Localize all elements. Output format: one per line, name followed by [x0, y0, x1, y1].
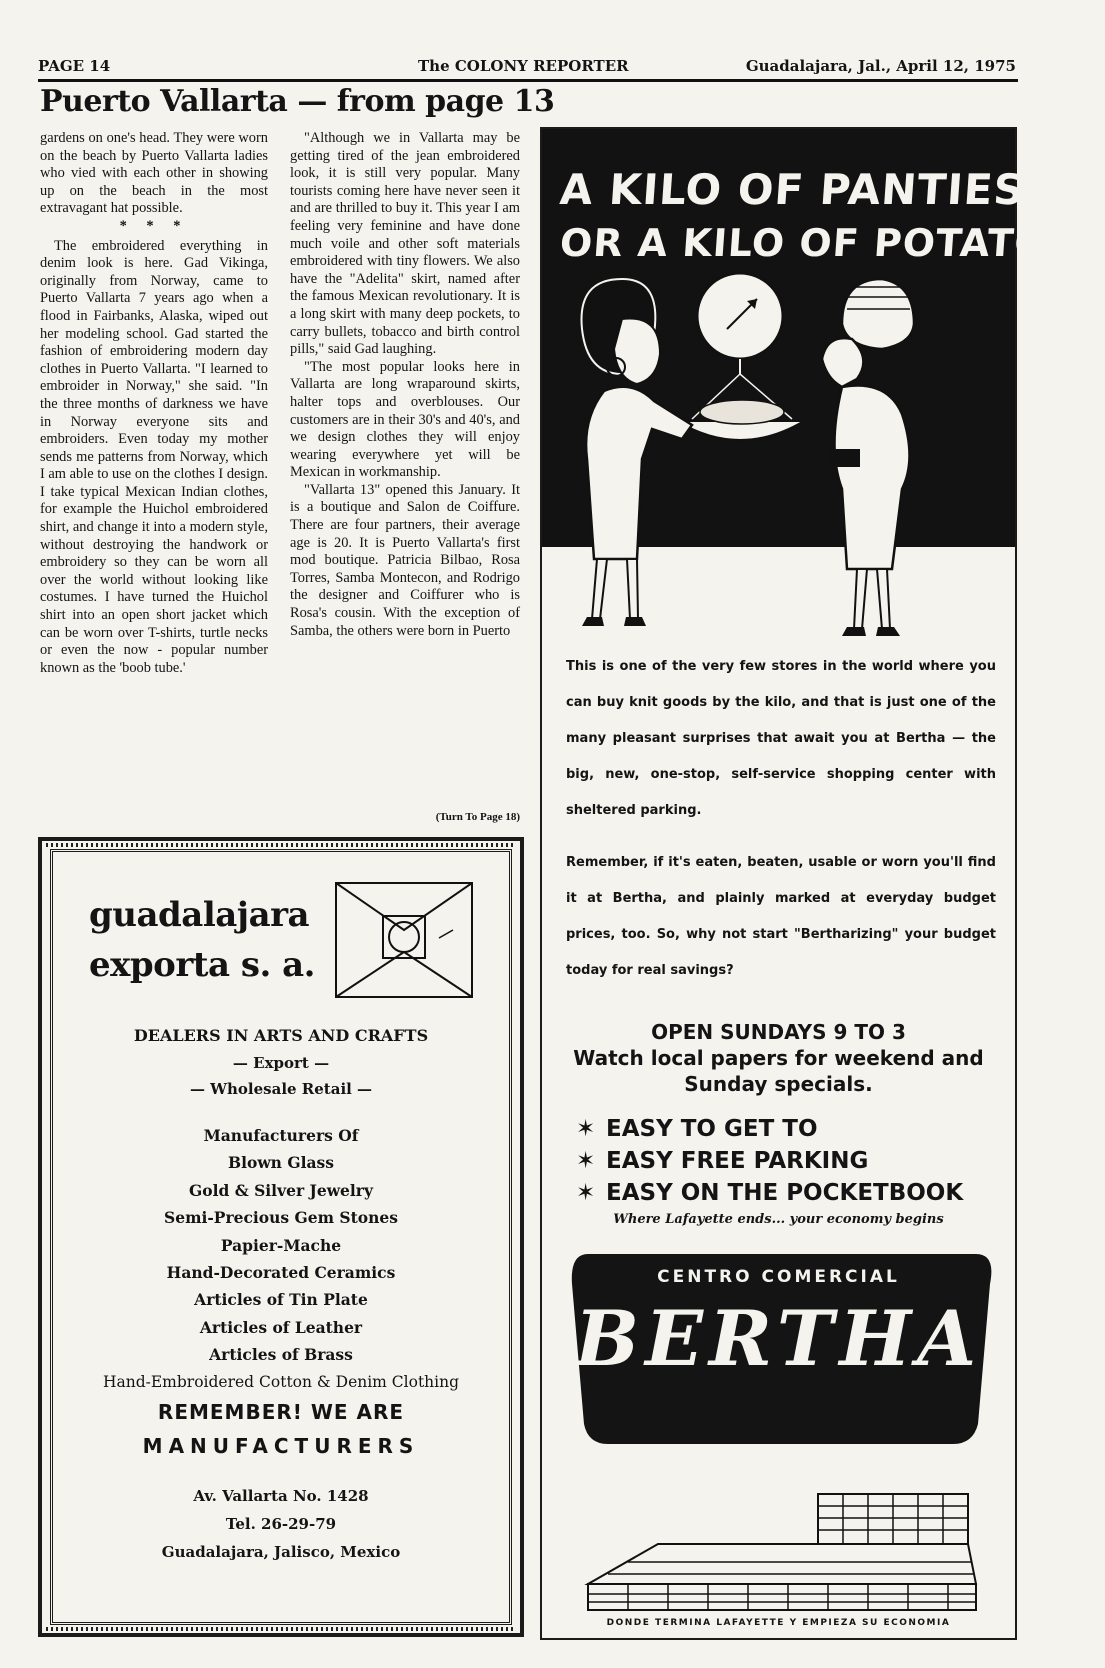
article-paragraph: The embroidered everything in denim look is here. Gad Vikinga, originally from Norway, came to Puerto Vallarta 7 years ago when a flood in Fairbanks, Alaska, wiped out her modeling school. Gad started the fashion of embroidering modern day clothes in Puerto Vallarta. "I learned to embroider in Norway," she said. "In the three months of darkness we have in Norway everyone sits and embroiders. Even today my mother sends me patterns from Norway, which I am able to use on the clothes I design. I take typical Mexican Indian clothes, for example the Huichol embroidered shirt, and change it into a modern style, without destroying the handwork or embroidery so they can be worn all over the world without looking like costumes. I have turned the Huichol shirt into an open short jacket which can be worn over T-shirts, turtle necks or even the now - popular number known as the 'boob tube.': [40, 237, 268, 676]
article-paragraph: gardens on one's head. They were worn on the beach by Puerto Vallarta ladies who vied with each other in showing up on the beach in the most extravagant hat possible.: [40, 130, 268, 217]
star-bullet-icon: ✶: [576, 1116, 596, 1142]
contact-block: [53, 1482, 509, 1566]
list-item: Semi-Precious Gem Stones: [164, 1208, 398, 1228]
list-item: [576, 1145, 963, 1177]
company-name-line2: exporta s. a.: [89, 945, 316, 985]
wholesale-line: — Wholesale Retail —: [189, 1080, 373, 1098]
product-list: [53, 1122, 509, 1396]
guadalajara-exporta-ad: [38, 837, 524, 1637]
ad-footer: DONDE TERMINA LAFAYETTE Y EMPIEZA SU ECONOMIA: [606, 1618, 951, 1628]
woman-right-icon: [822, 279, 914, 636]
list-item: Blown Glass: [228, 1153, 334, 1173]
benefit-text: EASY FREE PARKING: [606, 1148, 869, 1174]
open-sundays-line: OPEN SUNDAYS 9 TO 3: [651, 1020, 906, 1044]
list-item: Papier-Mache: [220, 1235, 342, 1255]
ad-slogan: Where Lafayette ends... your economy begins: [613, 1212, 944, 1227]
hours-block: [542, 1019, 1015, 1097]
dealers-line: DEALERS IN ARTS AND CRAFTS: [133, 1026, 429, 1045]
street-address: Av. Vallarta No. 1428: [193, 1487, 369, 1505]
ad-inner-border: [50, 849, 512, 1625]
article-paragraph: "Vallarta 13" opened this January. It is a boutique and Salon de Coiffure. There are four partners, their average age is 20. It is Puerto Vallarta's first mod boutique. Patricia Bilbao, Rosa Torres, Samba Montecon, and Rodrigo the designer and Coiffurer who is Rosa's cousin. With the exception of Samba, the others were born in Puerto: [290, 481, 520, 639]
bertha-ad: [540, 127, 1105, 1640]
issue-date: Guadalajara, Jal., April 12, 1975: [745, 57, 1016, 75]
ad-body-copy-2: Remember, if it's eaten, beaten, usable or worn you'll find it at Bertha, and plainly marked at everyday budget prices, too. So, why not start "Bertharizing" your budget today for real savings?: [566, 855, 996, 978]
woman-left-icon: [582, 279, 693, 626]
masthead-rule: [38, 79, 1018, 82]
list-item: Articles of Leather: [199, 1317, 363, 1337]
watch-papers-line-2: Sunday specials.: [684, 1072, 873, 1096]
ad-body-copy-1: This is one of the very few stores in the world where you can buy knit goods by the kilo, and that is just one of the many pleasant surprises that await you at Bertha — the big, new, one-stop, self-service shopping center with sheltered parking.: [566, 659, 996, 818]
logo-subtitle: CENTRO COMERCIAL: [657, 1267, 900, 1287]
continued-notice: (Turn To Page 18): [435, 811, 520, 823]
remember-line: REMEMBER! WE ARE: [157, 1400, 405, 1424]
paper-name: The COLONY REPORTER: [418, 57, 629, 75]
city-line: Guadalajara, Jalisco, Mexico: [161, 1543, 401, 1561]
benefit-text: EASY TO GET TO: [606, 1116, 818, 1142]
benefits-list: [576, 1113, 963, 1209]
list-item: [576, 1177, 963, 1209]
company-name-line1: guadalajara: [89, 895, 310, 935]
article-paragraph: "Although we in Vallarta may be getting tired of the jean embroidered look, it is still very popular. Many tourists coming here have never seen it and are thrilled to buy it. This year I am feeling very feminine and have done much voile and other soft materials embroidered with tiny flowers. We also have the "Adelita" skirt, named after the famous Mexican revolutionary. It is a long skirt with many deep pockets, to carry bullets, tobacco and birth control pills," said Gad laughing.: [290, 130, 520, 358]
list-item: Articles of Brass: [209, 1345, 353, 1365]
article-headline: Puerto Vallarta — from page 13: [40, 84, 555, 119]
phone-number: Tel. 26-29-79: [225, 1515, 337, 1533]
ad-headline-1: A KILO OF PANTIES: [558, 165, 1027, 214]
article-column-1: [40, 130, 268, 677]
cartoon-illustration: [542, 129, 1015, 689]
benefit-text: EASY ON THE POCKETBOOK: [606, 1180, 964, 1206]
border-pattern: [46, 1627, 516, 1631]
bertha-logo-text: BERTHA: [574, 1294, 983, 1383]
list-item: Gold & Silver Jewelry: [189, 1180, 373, 1200]
list-item: Hand-Embroidered Cotton & Denim Clothing: [102, 1372, 460, 1391]
company-name: [89, 890, 315, 990]
ad-headline-2: OR A KILO OF POTATOES: [558, 221, 1105, 265]
manufacturers-line: MANUFACTURERS: [142, 1434, 420, 1458]
envelope-logo-icon: [335, 882, 473, 998]
border-pattern: [46, 843, 516, 847]
page-number: PAGE 14: [38, 57, 111, 75]
list-item: Hand-Decorated Ceramics: [166, 1263, 396, 1283]
star-bullet-icon: ✶: [576, 1180, 596, 1206]
article-paragraph: "The most popular looks here in Vallarta are long wraparound skirts, halter tops and overblouses. Our customers are in their 30's and 40's, and we design clothes they will enjoy wearing everywhere yet will be Mexican in workmanship.: [290, 358, 520, 481]
masthead: [38, 55, 1016, 77]
star-bullet-icon: ✶: [576, 1148, 596, 1174]
watch-papers-line-1: Watch local papers for weekend and: [573, 1046, 984, 1070]
section-divider: * * *: [119, 217, 189, 234]
export-line: — Export —: [232, 1054, 330, 1072]
list-item: Manufacturers Of: [203, 1126, 359, 1145]
article-column-2: [290, 130, 520, 640]
list-item: Articles of Tin Plate: [194, 1290, 368, 1310]
list-item: [576, 1113, 963, 1145]
